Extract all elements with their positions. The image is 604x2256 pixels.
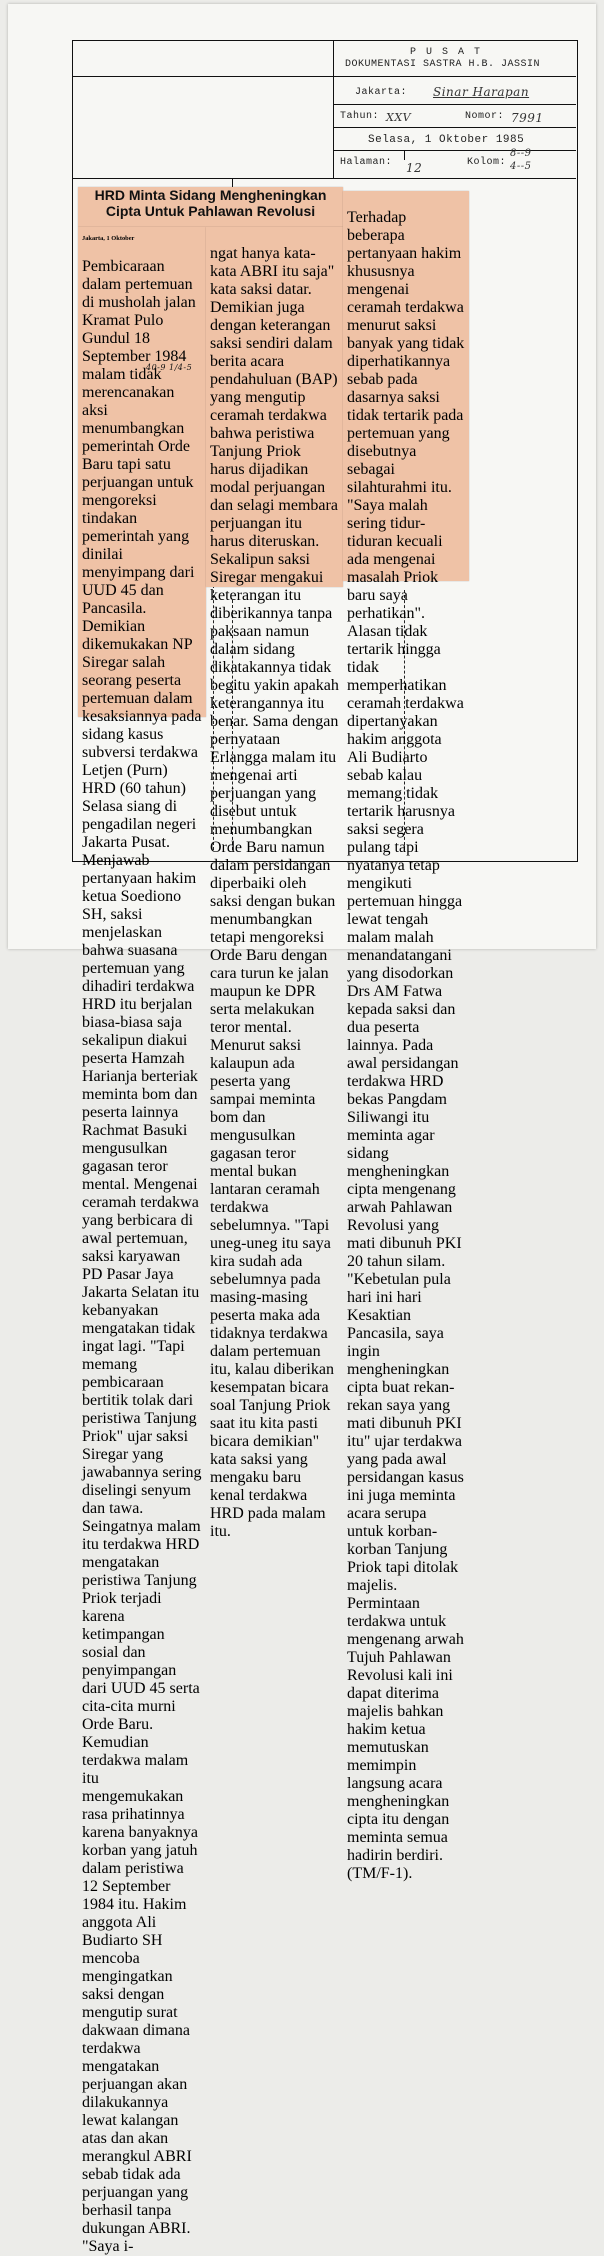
article-col1-text: Pembicaraan dalam pertemuan di musholah jalan Kramat Pulo Gundul 18 September 1984 malam tidak merencanakan aksi menumbangkan pemerintah Orde Baru tapi satu perjuangan untuk mengoreksi tindakan pemerintah yang dinilai menyimpang dari UUD 45 dan Pancasila. Demikian dikemukakan NP Siregar salah seorang peserta pertemuan dalam kesaksiannya pada sidang kasus subversi terdakwa Letjen (Purn) HRD (60 tahun) Selasa siang di pengadilan negeri Jakarta Pusat. Menjawab pertanyaan hakim ketua Soediono SH, saksi menjelaskan bahwa suasana pertemuan yang dihadiri terdakwa HRD itu berjalan biasa-biasa saja sekalipun diakui peserta Hamzah Harianja berteriak meminta bom dan peserta lainnya Rachmat Basuki mengusulkan gagasan teror mental. Mengenai ceramah terdakwa yang berbicara di awal pertemuan, saksi karyawan PD Pasar Jaya Jakarta Selatan itu kebanyakan mengatakan tidak ingat lagi. "Tapi memang pembicaraan bertitik tolak dari peristiwa Tanjung Priok" ujar saksi Siregar yang jawabannya sering diselingi senyum dan tawa. Seingatnya malam itu terdakwa HRD mengatakan peristiwa Tanjung Priok terjadi karena ketimpangan sosial dan penyimpangan dari UUD 45 serta cita-cita murni Orde Baru. Kemudian terdakwa malam itu mengemukakan rasa prihatinnya karena banyaknya korban yang jatuh dalam peristiwa 12 September 1984 itu. Hakim anggota Ali Budiarto SH mencoba mengingatkan saksi dengan mengutip surat dakwaan dimana terdakwa mengatakan perjuangan akan dilakukannya lewat kalangan atas dan akan merangkul ABRI sebab tidak ada perjuangan yang berhasil tanpa dukungan ABRI. "Saya i- bbox=[82, 258, 202, 2256]
header-line-3 bbox=[333, 127, 576, 128]
newspaper-label: Jakarta: bbox=[355, 87, 408, 98]
article-column-2 bbox=[210, 229, 339, 1540]
column-value-bottom: 4--5 bbox=[510, 161, 532, 172]
header-divider-vertical bbox=[333, 40, 334, 178]
newspaper-value: Sinar Harapan bbox=[433, 85, 530, 99]
date-stamp: Selasa, 1 Oktober 1985 bbox=[368, 134, 525, 146]
article-column-1 bbox=[82, 229, 202, 2256]
article-column-3 bbox=[347, 193, 465, 1882]
column-label: Kolom: bbox=[467, 157, 507, 168]
institution-line1: P U S A T bbox=[410, 47, 483, 58]
article-col3-text: Terhadap beberapa pertanyaan hakim khususnya mengenai ceramah terdakwa menurut saksi banyak yang tidak diperhatikannya sebab pada dasarnya saksi tidak tertarik pada pertemuan yang disebutnya sebagai silahturahmi itu. "Saya malah sering tidur-tiduran kecuali ada mengenai masalah Priok baru saya perhatikan". Alasan tidak tertarik hingga tidak memperhatikan ceramah terdakwa dipertanyakan hakim anggota Ali Budiarto sebab kalau memang tidak tertarik harusnya saksi segera pulang tapi nyatanya tetap mengikuti pertemuan hingga lewat tengah malam malah menandatangani yang disodorkan Drs AM Fatwa kepada saksi dan dua peserta lainnya. Pada awal persidangan terdakwa HRD bekas Pangdam Siliwangi itu meminta agar sidang mengheningkan cipta mengenang arwah Pahlawan Revolusi yang mati dibunuh PKI 20 tahun silam. "Kebetulan pula hari ini hari Kesaktian Pancasila, saya ingin mengheningkan cipta buat rekan-rekan saya yang mati dibunuh PKI itu" ujar terdakwa yang pada awal persidangan kasus ini juga meminta acara serupa untuk korban-korban Tanjung Priok tapi ditolak majelis. Permintaan terdakwa untuk mengenang arwah Tujuh Pahlawan Revolusi kali ini dapat diterima majelis bahkan hakim ketua memutuskan memimpin langsung acara mengheningkan cipta itu dengan meminta semua hadirin berdiri. (TM/F-1). bbox=[347, 209, 465, 1882]
number-label: Nomor: bbox=[465, 111, 505, 122]
column-value-top: 8--9 bbox=[510, 148, 532, 159]
header-line-1 bbox=[72, 76, 576, 77]
year-value: XXV bbox=[386, 111, 412, 124]
page-value: 12 bbox=[406, 161, 423, 175]
number-value: 7991 bbox=[511, 111, 544, 125]
article-dateline: Jakarta, 1 Oktober bbox=[82, 235, 135, 243]
header-line-5 bbox=[72, 178, 576, 179]
article-headline: HRD Minta Sidang Mengheningkan Cipta Untuk Pahlawan Revolusi bbox=[94, 187, 327, 219]
page-label: Halaman: bbox=[340, 157, 393, 168]
institution-line2: DOKUMENTASI SASTRA H.B. JASSIN bbox=[345, 59, 541, 70]
header-line-2 bbox=[333, 104, 576, 105]
article-col2-text: ngat hanya kata-kata ABRI itu saja" kata saksi datar. Demikian juga dengan keterangan saksi sendiri dalam berita acara pendahuluan (BAP) yang mengutip ceramah terdakwa bahwa peristiwa Tanjung Priok harus dijadikan modal perjuangan dan selagi membara perjuangan itu harus diteruskan. Sekalipun saksi Siregar mengakui keterangan itu diberikannya tanpa paksaan namun dalam sidang dikatakannya tidak begitu yakin apakah keterangannya itu benar. Sama dengan pernyataan Erlangga malam itu mengenai arti perjuangan yang disebut untuk menumbangkan Orde Baru namun dalam persidangan diperbaiki oleh saksi dengan bukan menumbangkan tetapi mengoreksi Orde Baru dengan cara turun ke jalan maupun ke DPR serta melakukan teror mental. Menurut saksi kalaupun ada peserta yang sampai meminta bom dan mengusulkan gagasan teror mental bukan lantaran ceramah terdakwa sebelumnya. "Tapi uneg-uneg itu saya kira sudah ada sebelumnya pada masing-masing peserta maka ada tidaknya terdakwa dalam pertemuan itu, kalau diberikan kesempatan bicara soal Tanjung Priok saat itu kita pasti bicara demikian" kata saksi yang mengaku baru kenal terdakwa HRD pada malam itu. bbox=[210, 245, 339, 1540]
year-label: Tahun: bbox=[340, 111, 380, 122]
header-line-4 bbox=[333, 150, 576, 151]
tick-mark bbox=[404, 150, 405, 160]
handwritten-note: 40-9 1/4-5 bbox=[146, 363, 193, 372]
